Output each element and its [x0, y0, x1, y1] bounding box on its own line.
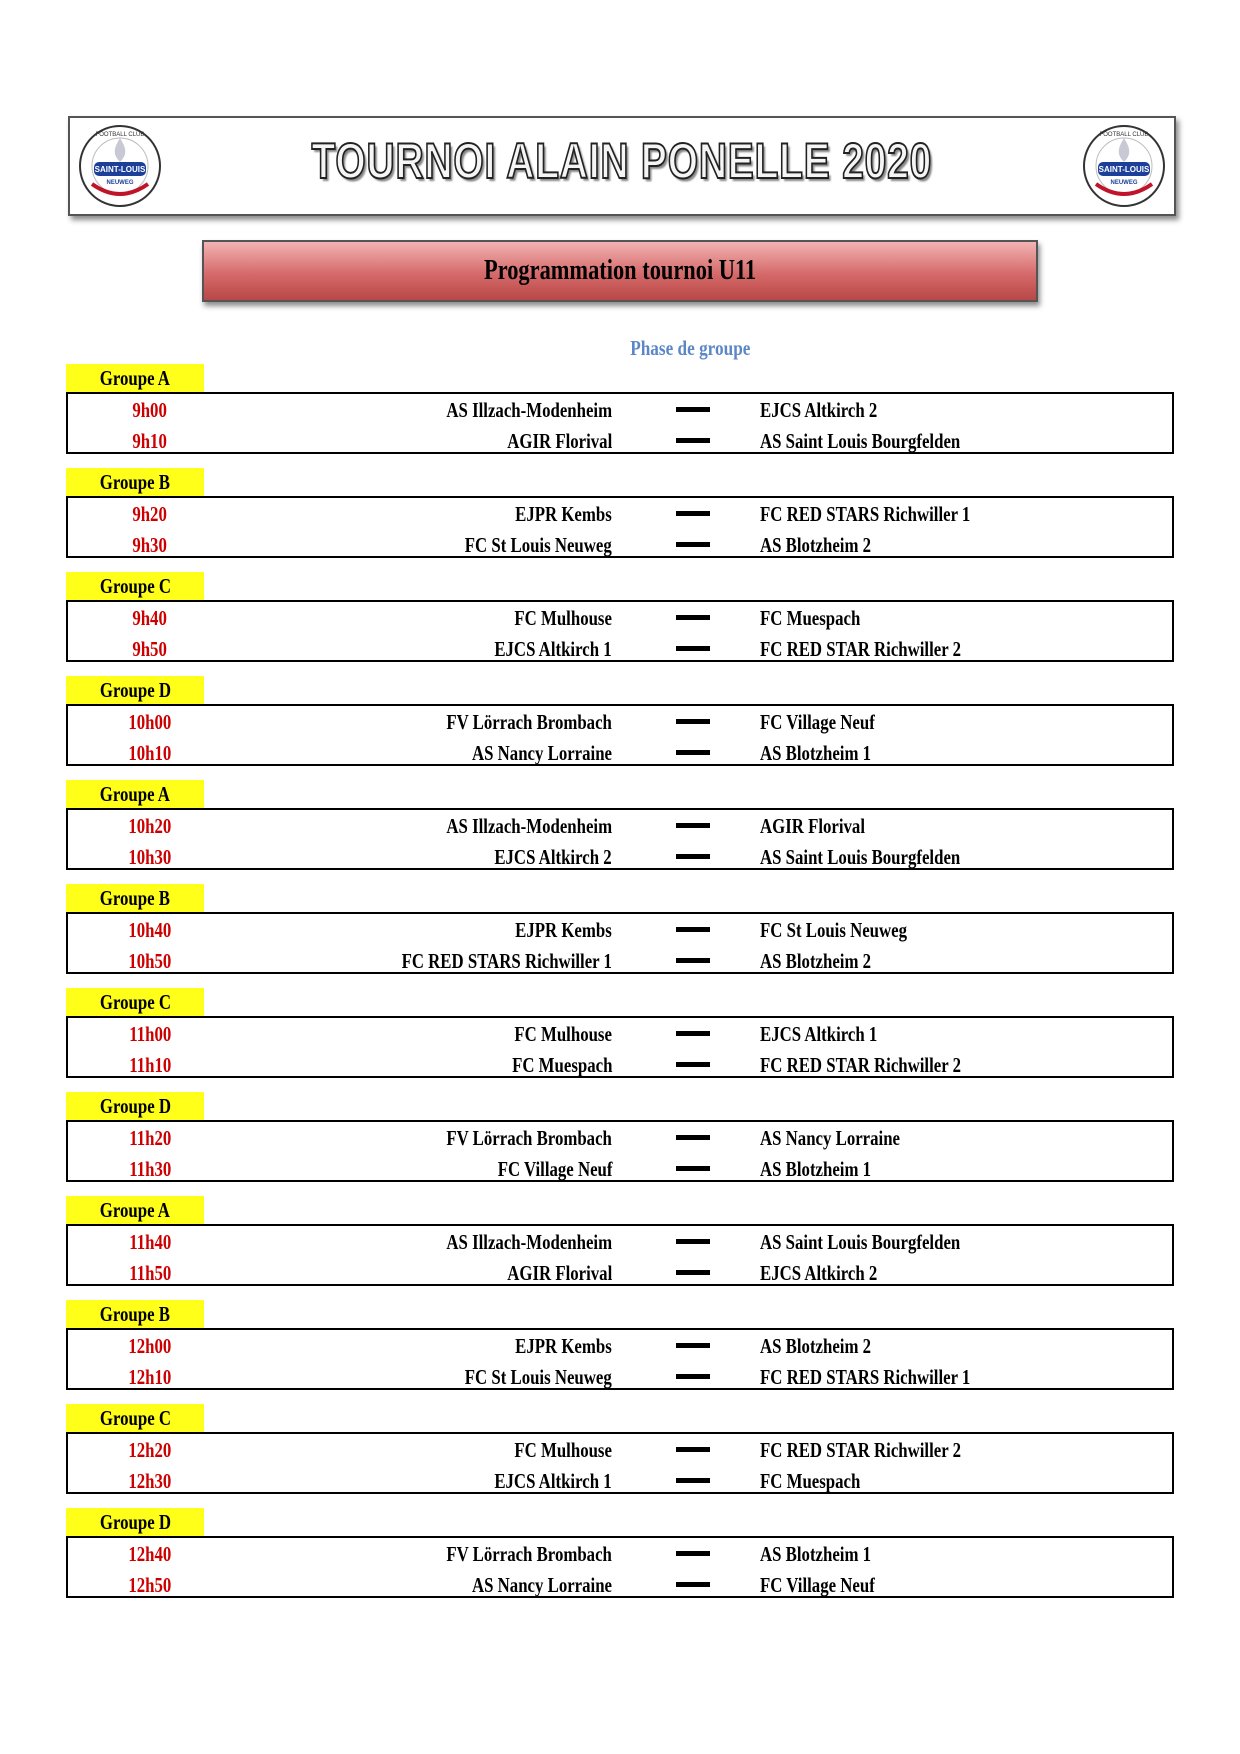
home-team: FC Village Neuf — [497, 1157, 612, 1181]
home-team: AS Illzach-Modenheim — [446, 1230, 612, 1254]
group-label: Groupe B — [66, 468, 204, 496]
home-team: FC Muespach — [511, 1053, 612, 1077]
match-row — [68, 427, 1172, 455]
away-team: AS Blotzheim 2 — [760, 533, 872, 557]
match-time: 10h30 — [128, 845, 172, 869]
versus-dash — [676, 823, 710, 828]
match-table — [66, 1224, 1174, 1286]
home-team: AS Nancy Lorraine — [472, 1573, 612, 1597]
match-time: 11h40 — [128, 1230, 172, 1254]
away-team: FC Village Neuf — [760, 710, 875, 734]
group-label: Groupe B — [66, 1300, 204, 1328]
match-time: 9h30 — [132, 533, 168, 557]
match-row — [68, 916, 1172, 944]
match-row — [68, 1540, 1172, 1568]
match-row — [68, 1228, 1172, 1256]
match-time: 12h40 — [128, 1542, 172, 1566]
versus-dash — [676, 750, 710, 755]
home-team: FC St Louis Neuweg — [464, 533, 612, 557]
match-table — [66, 1536, 1174, 1598]
away-team: FC RED STAR Richwiller 2 — [760, 1438, 961, 1462]
home-team: FV Lörrach Brombach — [446, 1542, 612, 1566]
versus-dash — [676, 511, 710, 516]
home-team: FV Lörrach Brombach — [446, 710, 612, 734]
match-row — [68, 500, 1172, 528]
match-time: 10h10 — [128, 741, 172, 765]
group-label: Groupe C — [66, 988, 204, 1016]
versus-dash — [676, 719, 710, 724]
match-row — [68, 739, 1172, 767]
versus-dash — [676, 1478, 710, 1483]
match-row — [68, 1363, 1172, 1391]
group-block — [66, 572, 1174, 660]
match-time: 12h00 — [128, 1334, 172, 1358]
away-team: AS Nancy Lorraine — [760, 1126, 900, 1150]
away-team: EJCS Altkirch 1 — [760, 1022, 878, 1046]
match-row — [68, 604, 1172, 632]
match-row — [68, 635, 1172, 663]
group-block — [66, 676, 1174, 764]
svg-text:NEUWEG: NEUWEG — [106, 180, 134, 186]
group-block — [66, 468, 1174, 556]
home-team: FC St Louis Neuweg — [464, 1365, 612, 1389]
group-block — [66, 780, 1174, 868]
away-team: AS Saint Louis Bourgfelden — [760, 1230, 961, 1254]
match-table — [66, 1016, 1174, 1078]
match-time: 11h10 — [128, 1053, 172, 1077]
match-row — [68, 843, 1172, 871]
match-row — [68, 396, 1172, 424]
group-block — [66, 1404, 1174, 1492]
page-title: TOURNOI ALAIN PONELLE 2020 — [311, 133, 933, 189]
versus-dash — [676, 407, 710, 412]
match-time: 9h00 — [132, 398, 168, 422]
match-row — [68, 1259, 1172, 1287]
away-team: EJCS Altkirch 2 — [760, 1261, 878, 1285]
match-row — [68, 947, 1172, 975]
svg-text:FOOTBALL CLUB: FOOTBALL CLUB — [1099, 132, 1149, 138]
phase-link[interactable]: Phase de groupe — [629, 336, 751, 360]
home-team: EJCS Altkirch 1 — [494, 1469, 612, 1493]
versus-dash — [676, 1062, 710, 1067]
title-banner — [68, 116, 1176, 216]
group-label: Groupe A — [66, 1196, 204, 1224]
versus-dash — [676, 1582, 710, 1587]
away-team: AS Saint Louis Bourgfelden — [760, 429, 961, 453]
match-row — [68, 1571, 1172, 1599]
versus-dash — [676, 1551, 710, 1556]
away-team: EJCS Altkirch 2 — [760, 398, 878, 422]
match-time: 9h50 — [132, 637, 168, 661]
group-block — [66, 884, 1174, 972]
versus-dash — [676, 1166, 710, 1171]
svg-text:SAINT-LOUIS: SAINT-LOUIS — [1098, 165, 1150, 174]
home-team: AGIR Florival — [507, 429, 612, 453]
svg-text:FOOTBALL CLUB: FOOTBALL CLUB — [95, 132, 145, 138]
match-time: 11h30 — [128, 1157, 172, 1181]
versus-dash — [676, 1135, 710, 1140]
match-row — [68, 531, 1172, 559]
home-team: EJPR Kembs — [515, 502, 612, 526]
home-team: AS Nancy Lorraine — [472, 741, 612, 765]
versus-dash — [676, 542, 710, 547]
group-label: Groupe D — [66, 1508, 204, 1536]
home-team: FV Lörrach Brombach — [446, 1126, 612, 1150]
versus-dash — [676, 646, 710, 651]
match-row — [68, 1467, 1172, 1495]
home-team: EJPR Kembs — [515, 918, 612, 942]
away-team: AS Blotzheim 2 — [760, 949, 872, 973]
match-row — [68, 1051, 1172, 1079]
match-table — [66, 1120, 1174, 1182]
club-logo-right — [1082, 124, 1166, 208]
svg-text:NEUWEG: NEUWEG — [1110, 180, 1138, 186]
home-team: AGIR Florival — [507, 1261, 612, 1285]
match-table — [66, 912, 1174, 974]
match-time: 10h50 — [128, 949, 172, 973]
match-time: 10h00 — [128, 710, 172, 734]
home-team: AS Illzach-Modenheim — [446, 398, 612, 422]
subtitle-banner — [202, 240, 1038, 302]
match-time: 9h20 — [132, 502, 168, 526]
match-table — [66, 392, 1174, 454]
group-block — [66, 1300, 1174, 1388]
away-team: FC RED STARS Richwiller 1 — [760, 502, 971, 526]
versus-dash — [676, 1031, 710, 1036]
versus-dash — [676, 615, 710, 620]
match-table — [66, 600, 1174, 662]
match-time: 12h50 — [128, 1573, 172, 1597]
svg-text:SAINT-LOUIS: SAINT-LOUIS — [94, 165, 146, 174]
match-time: 9h40 — [132, 606, 168, 630]
match-row — [68, 812, 1172, 840]
group-label: Groupe A — [66, 780, 204, 808]
away-team: AS Blotzheim 1 — [760, 741, 872, 765]
group-label: Groupe D — [66, 676, 204, 704]
home-team: FC RED STARS Richwiller 1 — [401, 949, 612, 973]
match-table — [66, 1328, 1174, 1390]
away-team: FC RED STAR Richwiller 2 — [760, 1053, 961, 1077]
match-time: 11h50 — [128, 1261, 172, 1285]
home-team: FC Mulhouse — [514, 1022, 612, 1046]
away-team: FC Muespach — [760, 1469, 861, 1493]
match-table — [66, 496, 1174, 558]
match-row — [68, 1124, 1172, 1152]
group-label: Groupe D — [66, 1092, 204, 1120]
away-team: FC Village Neuf — [760, 1573, 875, 1597]
home-team: EJPR Kembs — [515, 1334, 612, 1358]
versus-dash — [676, 1374, 710, 1379]
match-table — [66, 704, 1174, 766]
match-row — [68, 708, 1172, 736]
match-table — [66, 1432, 1174, 1494]
versus-dash — [676, 438, 710, 443]
group-block — [66, 364, 1174, 452]
match-time: 12h20 — [128, 1438, 172, 1462]
match-row — [68, 1155, 1172, 1183]
match-time: 12h10 — [128, 1365, 172, 1389]
home-team: EJCS Altkirch 2 — [494, 845, 612, 869]
versus-dash — [676, 1343, 710, 1348]
home-team: AS Illzach-Modenheim — [446, 814, 612, 838]
group-block — [66, 1092, 1174, 1180]
versus-dash — [676, 927, 710, 932]
match-row — [68, 1020, 1172, 1048]
group-block — [66, 1196, 1174, 1284]
group-label: Groupe C — [66, 572, 204, 600]
match-time: 10h20 — [128, 814, 172, 838]
match-table — [66, 808, 1174, 870]
subtitle: Programmation tournoi U11 — [483, 255, 757, 286]
match-row — [68, 1436, 1172, 1464]
versus-dash — [676, 958, 710, 963]
away-team: FC St Louis Neuweg — [760, 918, 908, 942]
away-team: AGIR Florival — [760, 814, 865, 838]
match-time: 10h40 — [128, 918, 172, 942]
match-time: 9h10 — [132, 429, 168, 453]
match-time: 11h20 — [128, 1126, 172, 1150]
away-team: AS Saint Louis Bourgfelden — [760, 845, 961, 869]
away-team: FC Muespach — [760, 606, 861, 630]
versus-dash — [676, 1270, 710, 1275]
versus-dash — [676, 1447, 710, 1452]
home-team: FC Mulhouse — [514, 1438, 612, 1462]
away-team: AS Blotzheim 1 — [760, 1542, 872, 1566]
group-block — [66, 1508, 1174, 1596]
match-time: 12h30 — [128, 1469, 172, 1493]
versus-dash — [676, 1239, 710, 1244]
group-label: Groupe C — [66, 1404, 204, 1432]
home-team: EJCS Altkirch 1 — [494, 637, 612, 661]
versus-dash — [676, 854, 710, 859]
group-label: Groupe B — [66, 884, 204, 912]
away-team: AS Blotzheim 1 — [760, 1157, 872, 1181]
match-row — [68, 1332, 1172, 1360]
away-team: AS Blotzheim 2 — [760, 1334, 872, 1358]
group-label: Groupe A — [66, 364, 204, 392]
away-team: FC RED STARS Richwiller 1 — [760, 1365, 971, 1389]
home-team: FC Mulhouse — [514, 606, 612, 630]
match-time: 11h00 — [128, 1022, 172, 1046]
away-team: FC RED STAR Richwiller 2 — [760, 637, 961, 661]
group-block — [66, 988, 1174, 1076]
